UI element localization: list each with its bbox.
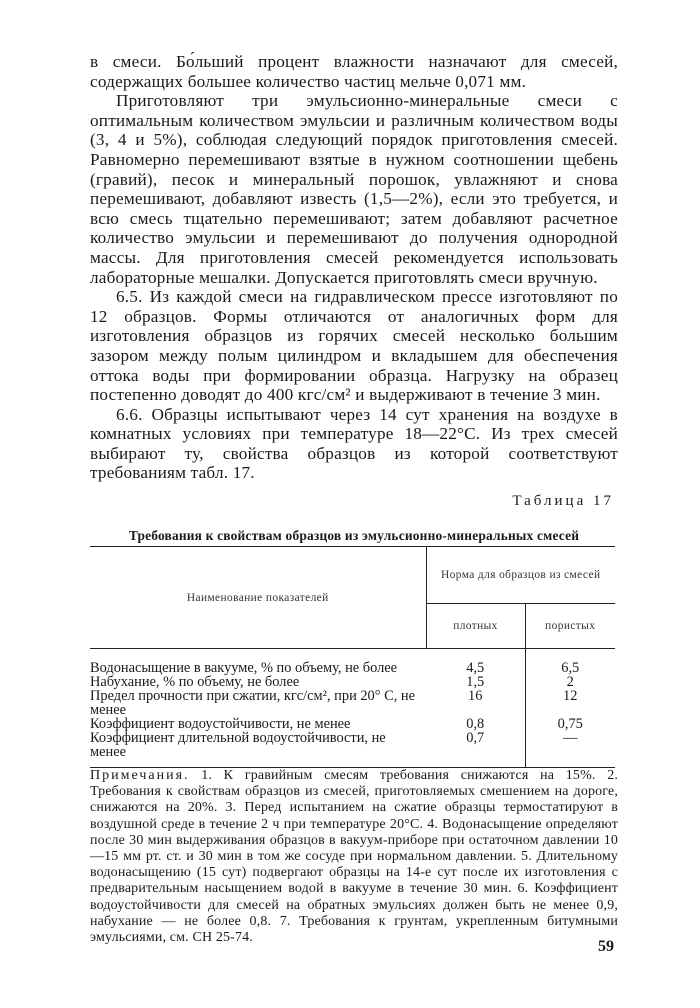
row-value-dense: 0,8	[426, 717, 525, 731]
header-norm: Норма для образцов из смесей	[426, 547, 615, 604]
header-dense: плотных	[426, 604, 525, 649]
paragraph-4: 6.6. Образцы испытывают через 14 сут хранения на воздухе в комнатных условиях при температуре 18—22°С. Из трех смесей выбирают ту, свойства образцов из которой соответствуют требованиям табл. 17.	[90, 404, 618, 483]
notes-heading: Примечания.	[90, 768, 190, 783]
row-name: Предел прочности при сжатии, кгс/см², при 20° С, не менее	[90, 688, 415, 718]
requirements-table	[90, 546, 615, 768]
row-value-dense: 16	[426, 689, 525, 717]
body-text	[90, 52, 618, 483]
row-value-porous: —	[525, 731, 615, 768]
row-value-porous: 0,75	[557, 716, 583, 732]
row-value-dense: 0,7	[426, 731, 525, 768]
table-row	[90, 731, 615, 768]
row-value-porous: 6,5	[561, 660, 580, 676]
table-number: Таблица 17	[512, 493, 614, 509]
row-name: Набухание, % по объему, не более	[90, 674, 300, 690]
row-name: Водонасыщение в вакууме, % по объему, не более	[90, 660, 398, 676]
table-notes	[90, 768, 618, 946]
paragraph-1: в смеси. Бо́льший процент влажности назначают для смесей, содержащих большее количество частиц мельче 0,071 мм.	[90, 52, 618, 91]
table-row	[90, 717, 615, 731]
row-value-dense: 4,5	[426, 649, 525, 676]
notes-text: 1. К гравийным смесям требования снижаются на 15%. 2. Требования к свойствам образцов из смесей, приготовляемых смешением на дороге, снижаются на 20%. 3. Перед испытанием на сжатие образцы термостатируют в воздушной среде в течение 2 ч при температуре 20°С. 4. Водонасыщение определяют после 30 мин выдерживания образцов в вакуум-приборе при остаточном давлении 10—15 мм рт. ст. и 30 мин в том же сосуде при нормальном давлении. 5. Длительному водонасыщению (15 сут) подвергают образцы на 14-е сут после их изготовления с предварительным насыщением водой в вакууме в течение 30 мин. 6. Коэффициент водоустойчивости для смесей на обратных эмульсиях должен быть не менее 0,9, набухание — не более 0,8. 7. Требования к грунтам, укрепленным битумными эмульсиями, см. СН 25-74.	[90, 768, 619, 946]
paragraph-2: Приготовляют три эмульсионно-минеральные смеси с оптимальным количеством эмульсии и различным количеством воды (3, 4 и 5%), соблюдая следующий порядок приготовления смесей. Равномерно перемешивают взятые в нужном соотношении щебень (гравий), песок и минеральный порошок, увлажняют и снова перемешивают, добавляют известь (1,5—2%), если это требуется, и всю смесь тщательно перемешивают; затем добавляют расчетное количество эмульсии и перемешивают до получения однородной массы. Для приготовления смесей рекомендуется использовать лабораторные мешалки. Допускается приготовлять смеси вручную.	[90, 91, 618, 287]
header-porous: пористых	[525, 604, 615, 649]
page-number: 59	[598, 938, 614, 955]
paragraph-3: 6.5. Из каждой смеси на гидравлическом прессе изготовляют по 12 образцов. Формы отличаются от аналогичных форм для изготовления образцов из горячих смесей несколько большим зазором между полым цилиндром и вкладышем для обеспечения оттока воды при формировании образца. Нагрузку на образец постепенно доводят до 400 кгс/см² и выдерживают в течение 3 мин.	[90, 287, 618, 405]
row-value-porous: 12	[563, 688, 578, 704]
row-name: Коэффициент длительной водоустойчивости, не менее	[90, 731, 426, 768]
table-row	[90, 689, 615, 717]
row-value-dense: 1,5	[426, 675, 525, 689]
row-name: Коэффициент водоустойчивости, не менее	[90, 716, 351, 732]
table-title: Требования к свойствам образцов из эмульсионно-минеральных смесей	[128, 528, 580, 543]
row-value-porous: 2	[566, 674, 574, 690]
table-row	[90, 675, 615, 689]
header-indicator-name: Наименование показателей	[90, 547, 426, 649]
table-row	[90, 649, 615, 676]
